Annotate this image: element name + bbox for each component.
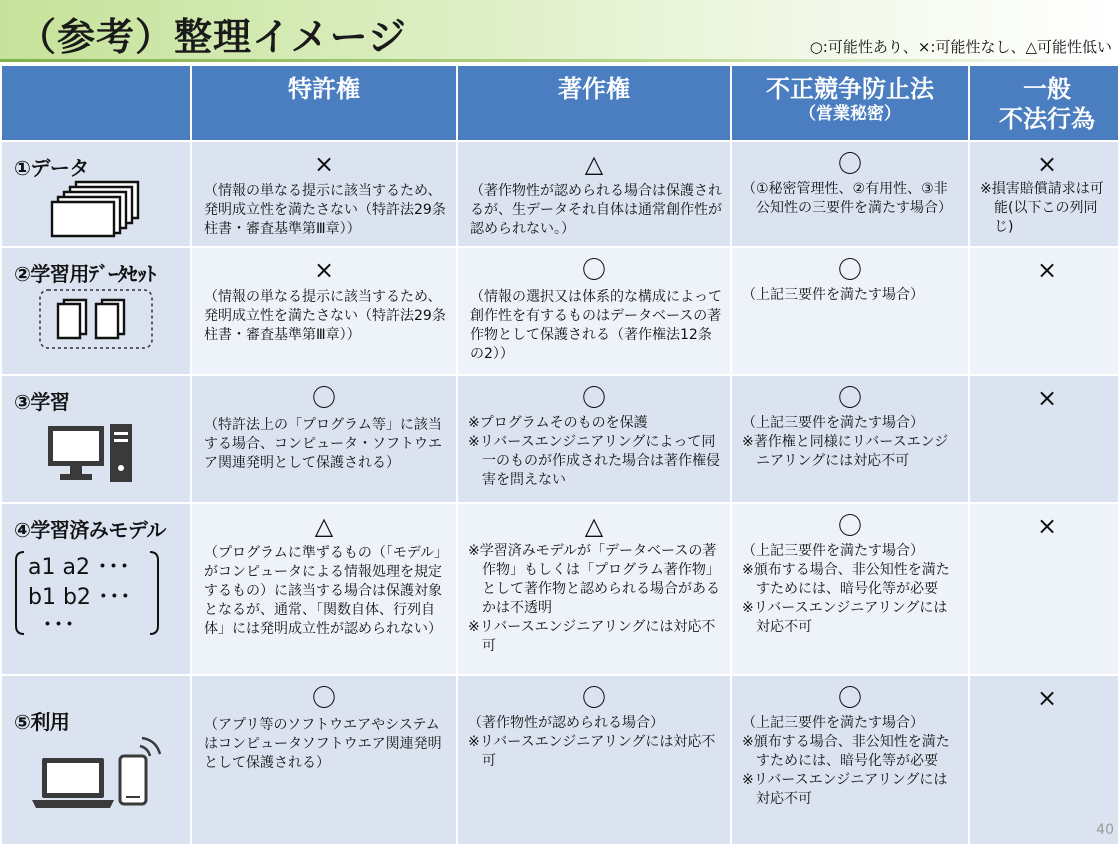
cell-data-unfair: [732, 142, 968, 246]
row-label-learning: [2, 376, 190, 502]
note-model-copyright-2: ※リバースエンジニアリングには対応不可: [468, 619, 716, 654]
cell-learning-unfair: [732, 376, 968, 502]
mark-dataset-patent: ×: [313, 256, 335, 284]
cell-dataset-unfair: [732, 248, 968, 374]
mark-dataset-unfair: 〇: [838, 256, 862, 284]
note-learning-copyright-2: ※リバースエンジニアリングによって同一のものが作成された場合は著作権侵害を問えない: [468, 434, 720, 488]
mark-learning-copyright: 〇: [582, 384, 606, 412]
note-usage-copyright-1: （著作物性が認められる場合）: [468, 715, 664, 731]
cell-usage-general: [970, 676, 1118, 844]
mark-data-unfair: 〇: [838, 150, 862, 178]
header-general-line2: 不法行為: [999, 105, 1095, 133]
header-unfair-sublabel: （営業秘密）: [799, 104, 901, 124]
row-label-text: ①データ: [14, 156, 89, 180]
mark-usage-unfair: 〇: [838, 684, 862, 712]
note-learning-unfair-1: （上記三要件を満たす場合）: [742, 415, 924, 431]
note-learning-patent: （特許法上の「プログラム等」に該当する場合、コンピュータ・ソフトウエア関連発明として保護される）: [204, 417, 442, 471]
note-dataset-unfair: （上記三要件を満たす場合）: [742, 287, 924, 303]
cell-dataset-general: [970, 248, 1118, 374]
note-model-unfair-3: ※リバースエンジニアリングには対応不可: [742, 600, 948, 635]
mark-dataset-copyright: 〇: [582, 256, 606, 284]
cell-usage-copyright: [458, 676, 730, 844]
note-usage-unfair-3: ※リバースエンジニアリングには対応不可: [742, 772, 948, 807]
note-usage-copyright-2: ※リバースエンジニアリングには対応不可: [468, 734, 716, 769]
cell-dataset-patent: [192, 248, 456, 374]
mark-learning-patent: 〇: [312, 384, 336, 412]
note-model-unfair-1: （上記三要件を満たす場合）: [742, 543, 924, 559]
desktop-computer-icon: [46, 422, 136, 484]
cell-data-patent: [192, 142, 456, 246]
row-label-text: ②学習用ﾃﾞｰﾀｾｯﾄ: [14, 262, 156, 286]
comparison-table: [2, 66, 1116, 838]
header-patent-label: 特許権: [288, 75, 360, 103]
mark-data-general: ×: [1036, 150, 1058, 178]
mark-dataset-general: ×: [1036, 256, 1058, 284]
row-label-trained-model: [2, 504, 190, 674]
note-data-copyright: （著作物性が認められる場合は保護されるが、生データそれ自体は通常創作性が認められない。）: [470, 183, 722, 237]
mark-usage-general: ×: [1036, 684, 1058, 712]
cell-learning-patent: [192, 376, 456, 502]
matrix-row-3: ･･･: [42, 613, 76, 638]
mark-model-copyright: △: [584, 512, 604, 540]
note-usage-unfair-1: （上記三要件を満たす場合）: [742, 715, 924, 731]
mark-usage-copyright: 〇: [582, 684, 606, 712]
cell-learning-general: [970, 376, 1118, 502]
page-title: （参考）整理イメージ: [18, 15, 407, 59]
cell-model-copyright: [458, 504, 730, 674]
cell-learning-copyright: [458, 376, 730, 502]
laptop-smartphone-icon: [30, 734, 166, 810]
legend: ○:可能性あり、×:可能性なし、△可能性低い: [809, 38, 1112, 56]
cell-data-general: [970, 142, 1118, 246]
cell-model-patent: [192, 504, 456, 674]
matrix-icon: [14, 548, 160, 638]
cell-data-copyright: [458, 142, 730, 246]
cell-dataset-copyright: [458, 248, 730, 374]
note-data-patent: （情報の単なる提示に該当するため、発明成立性を満たさない（特許法29条柱書・審査基準第Ⅲ章））: [204, 183, 446, 237]
note-model-patent: （プログラムに準ずるもの（「モデル」がコンピュータによる情報処理を規定するもの）に該当する場合は保護対象となるが、通常、「関数自体、行列自体」には発明成立性が認められない）: [204, 545, 442, 637]
mark-data-patent: ×: [313, 150, 335, 178]
note-data-unfair: （①秘密管理性、②有用性、③非公知性の三要件を満たす場合）: [742, 181, 952, 216]
cell-model-unfair: [732, 504, 968, 674]
note-model-unfair-2: ※頒布する場合、非公知性を満たすためには、暗号化等が必要: [742, 562, 950, 597]
header-unfair-label: 不正競争防止法: [766, 75, 934, 103]
note-model-copyright-1: ※学習済みモデルが「データベースの著作物」もしくは「プログラム著作物」として著作物と認められる場合があるかは不透明: [468, 543, 720, 616]
header-copyright-label: 著作権: [558, 75, 630, 103]
matrix-row-2: b1 b2 ･･･: [28, 585, 131, 610]
header-patent: [192, 66, 456, 140]
note-dataset-patent: （情報の単なる提示に該当するため、発明成立性を満たさない（特許法29条柱書・審査基準第Ⅲ章））: [204, 289, 446, 343]
row-label-dataset: [2, 248, 190, 374]
mark-data-copyright: △: [584, 150, 604, 178]
note-usage-unfair-2: ※頒布する場合、非公知性を満たすためには、暗号化等が必要: [742, 734, 950, 769]
header-unfair-competition: [732, 66, 968, 140]
mark-usage-patent: 〇: [312, 684, 336, 712]
note-dataset-copyright: （情報の選択又は体系的な構成によって創作性を有するものはデータベースの著作物として保護される（著作権法12条の2））: [470, 289, 722, 362]
header-general-tort: [970, 66, 1118, 140]
header-general-line1: 一般: [1023, 75, 1071, 103]
cell-usage-unfair: [732, 676, 968, 844]
mark-learning-general: ×: [1036, 384, 1058, 412]
mark-model-patent: △: [314, 512, 334, 540]
page-number: 40: [1096, 822, 1114, 838]
header-copyright: [458, 66, 730, 140]
stacked-documents-icon: [46, 178, 146, 238]
note-usage-patent: （アプリ等のソフトウエアやシステムはコンピュータソフトウエア関連発明として保護される）: [204, 717, 442, 771]
mark-learning-unfair: 〇: [838, 384, 862, 412]
mark-model-unfair: 〇: [838, 512, 862, 540]
cell-model-general: [970, 504, 1118, 674]
matrix-row-1: a1 a2 ･･･: [28, 555, 130, 580]
row-label-data: [2, 142, 190, 246]
title-band: [0, 0, 1118, 62]
note-learning-copyright-1: ※プログラムそのものを保護: [468, 415, 648, 431]
header-corner: [2, 66, 190, 140]
note-data-general: ※損害賠償請求は可能(以下この列同じ): [980, 181, 1104, 235]
row-label-text: ③学習: [14, 390, 70, 414]
cell-usage-patent: [192, 676, 456, 844]
row-label-text: ④学習済みモデル: [14, 518, 166, 542]
row-label-text: ⑤利用: [14, 710, 70, 734]
row-label-usage: [2, 676, 190, 844]
dataset-folders-icon: [38, 288, 154, 350]
mark-model-general: ×: [1036, 512, 1058, 540]
note-learning-unfair-2: ※著作権と同様にリバースエンジニアリングには対応不可: [742, 434, 949, 469]
